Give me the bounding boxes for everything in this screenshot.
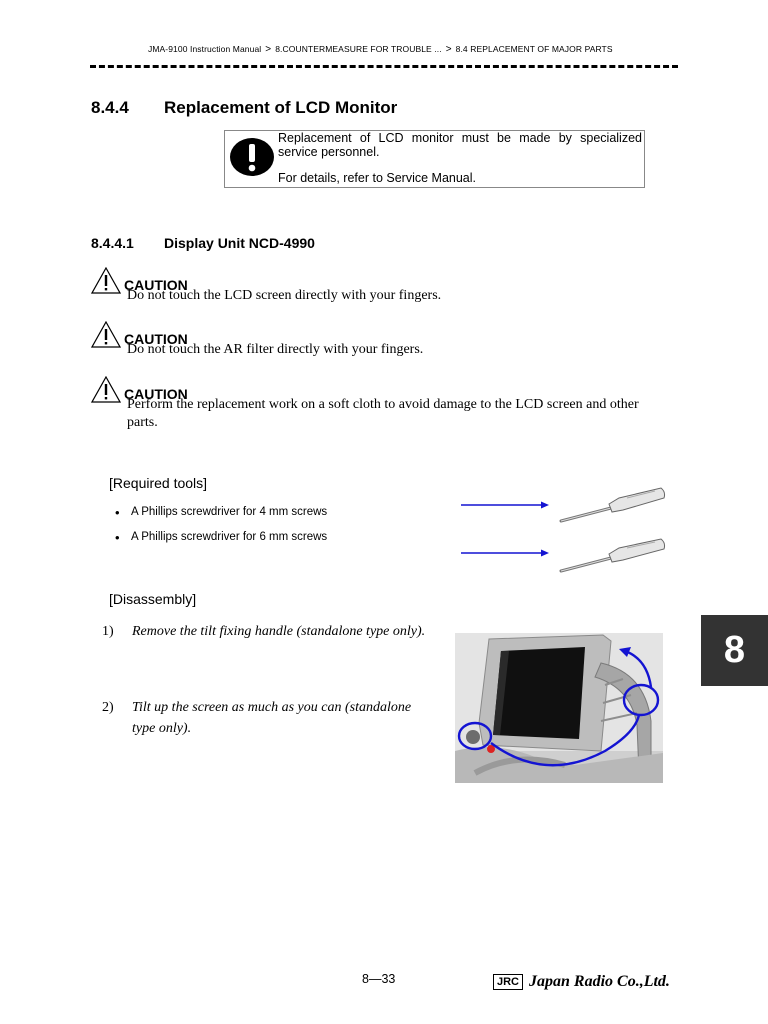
header-divider <box>90 65 678 68</box>
warning-triangle-icon <box>91 267 121 294</box>
monitor-photo <box>455 633 663 783</box>
notice-text <box>278 131 642 185</box>
caution-text: Do not touch the AR filter directly with your fingers. <box>127 342 424 357</box>
required-tools-list <box>113 506 327 556</box>
section-title: Replacement of LCD Monitor <box>164 98 398 117</box>
screwdriver-icon <box>561 539 665 571</box>
breadcrumb-separator: > <box>265 44 272 55</box>
list-item: • A Phillips screwdriver for 6 mm screws <box>113 531 327 556</box>
section-heading <box>91 98 397 118</box>
required-tools-heading: [Required tools] <box>109 475 208 491</box>
warning-triangle-icon <box>91 376 121 403</box>
subsection-number: 8.4.4.1 <box>91 235 134 251</box>
exclamation-icon <box>229 137 275 177</box>
caution-label: CAUTION <box>124 331 188 347</box>
breadcrumb-item-section[interactable]: 8.4 REPLACEMENT OF MAJOR PARTS <box>455 44 613 54</box>
warning-triangle-icon <box>91 321 121 348</box>
step-number: 2) <box>102 700 114 715</box>
breadcrumb <box>148 44 613 55</box>
arrow-right-icon <box>461 550 549 557</box>
page-number: 8—33 <box>362 972 396 986</box>
logo-name: Japan Radio Co.,Ltd. <box>529 973 670 990</box>
breadcrumb-item-manual[interactable]: JMA-9100 Instruction Manual <box>148 44 262 54</box>
caution-label: CAUTION <box>124 386 188 402</box>
notice-line: Replacement of LCD monitor must be made by specialized service personnel. <box>278 131 642 159</box>
subsection-heading <box>91 235 315 251</box>
breadcrumb-separator: > <box>445 44 452 55</box>
notice-box <box>224 130 645 188</box>
caution-text: Do not touch the LCD screen directly with your fingers. <box>127 288 442 303</box>
caution-text: Perform the replacement work on a soft cloth to avoid damage to the LCD screen and other parts. <box>127 397 639 430</box>
arrow-right-icon <box>461 502 549 509</box>
step-text: Remove the tilt fixing handle (standalone type only). <box>132 624 426 639</box>
breadcrumb-item-chapter[interactable]: 8.COUNTERMEASURE FOR TROUBLE ... <box>275 44 442 54</box>
caution-label: CAUTION <box>124 277 188 293</box>
step-text: Tilt up the screen as much as you can (standalone type only). <box>132 700 412 736</box>
step-number: 1) <box>102 624 114 639</box>
jrc-logo <box>493 971 670 993</box>
subsection-title: Display Unit NCD-4990 <box>164 235 315 251</box>
notice-line: For details, refer to Service Manual. <box>278 171 476 185</box>
chapter-tab[interactable]: 8 <box>701 615 768 686</box>
screwdriver-illustration <box>455 484 675 579</box>
list-item: • A Phillips screwdriver for 4 mm screws <box>113 506 327 531</box>
screwdriver-icon <box>561 488 665 521</box>
section-number: 8.4.4 <box>91 98 129 117</box>
disassembly-heading: [Disassembly] <box>109 591 197 607</box>
logo-badge: JRC <box>493 974 523 990</box>
